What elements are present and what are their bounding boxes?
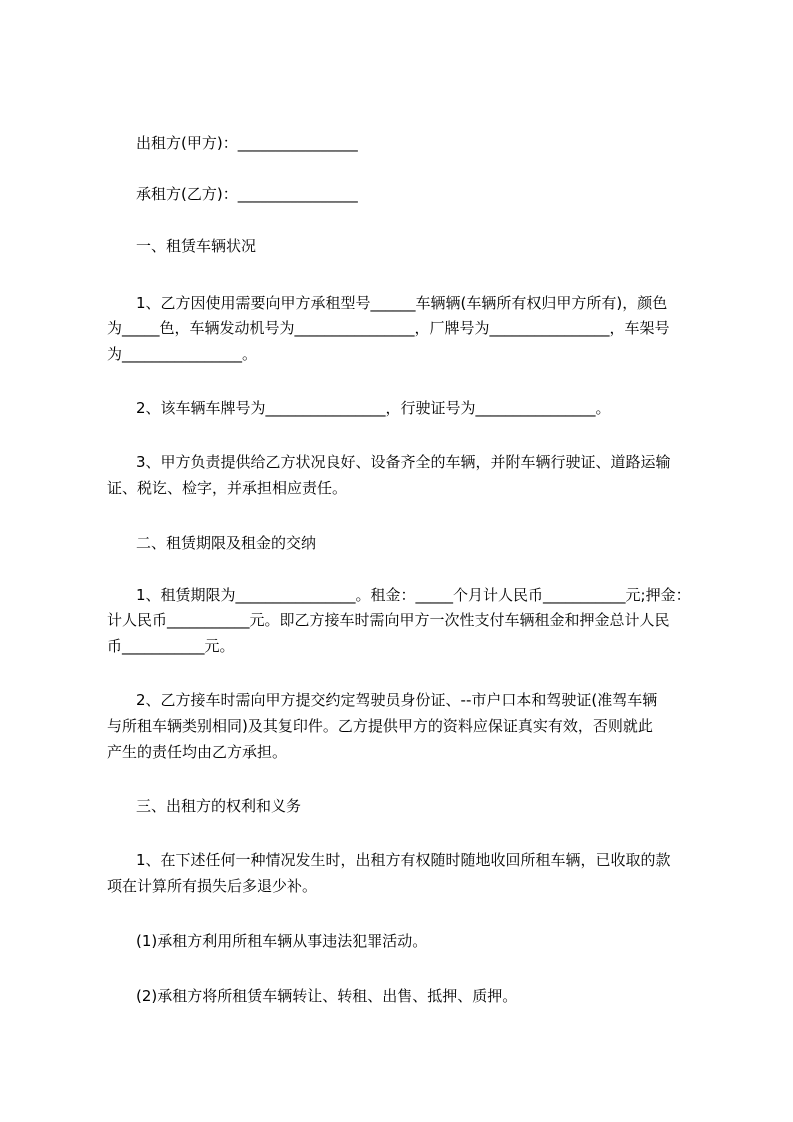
section-2-item-1-line-3: 币___________元。: [107, 637, 235, 655]
section-2-item-2-line-3: 产生的责任均由乙方承担。: [107, 743, 288, 761]
section-3-sub-item-1: (1)承租方利用所租车辆从事违法犯罪活动。: [136, 932, 428, 950]
section-1-item-2: 2、该车辆车牌号为________________，行驶证号为________________。: [136, 399, 611, 417]
section-3-item-1-line-1: 1、在下述任何一种情况发生时，出租方有权随时随地收回所租车辆，已收取的款: [136, 851, 671, 869]
section-3-heading: 三、出租方的权利和义务: [136, 797, 302, 815]
section-1-item-3-line-2: 证、税讫、检字，并承担相应责任。: [107, 479, 348, 497]
section-1-heading: 一、租赁车辆状况: [136, 237, 257, 255]
lessor-line: 出租方(甲方)：________________: [136, 134, 358, 152]
section-1-item-1-line-2: 为_____色，车辆发动机号为________________，厂牌号为________________，车架号: [107, 319, 670, 337]
section-2-item-2-line-1: 2、乙方接车时需向甲方提交约定驾驶员身份证、--市户口本和驾驶证(准驾车辆: [136, 691, 658, 709]
section-2-item-1-line-2: 计人民币___________元。即乙方接车时需向甲方一次性支付车辆租金和押金总计人民: [107, 611, 670, 629]
section-3-sub-item-2: (2)承租方将所租赁车辆转让、转租、出售、抵押、质押。: [136, 987, 518, 1005]
section-3-item-1-line-2: 项在计算所有损失后多退少补。: [107, 877, 318, 895]
section-1-item-1-line-3: 为________________。: [107, 345, 258, 363]
section-1-item-3-line-1: 3、甲方负责提供给乙方状况良好、设备齐全的车辆，并附车辆行驶证、道路运输: [136, 453, 671, 471]
section-1-item-1-line-1: 1、乙方因使用需要向甲方承租型号______车辆辆(车辆所有权归甲方所有)，颜色: [136, 294, 668, 312]
section-2-heading: 二、租赁期限及租金的交纳: [136, 534, 317, 552]
lessee-line: 承租方(乙方)：________________: [136, 185, 358, 203]
section-2-item-1-line-1: 1、租赁期限为________________。租金：_____个月计人民币___________元;押金：: [136, 586, 691, 604]
section-2-item-2-line-2: 与所租车辆类别相同)及其复印件。乙方提供甲方的资料应保证真实有效，否则就此: [107, 717, 653, 735]
